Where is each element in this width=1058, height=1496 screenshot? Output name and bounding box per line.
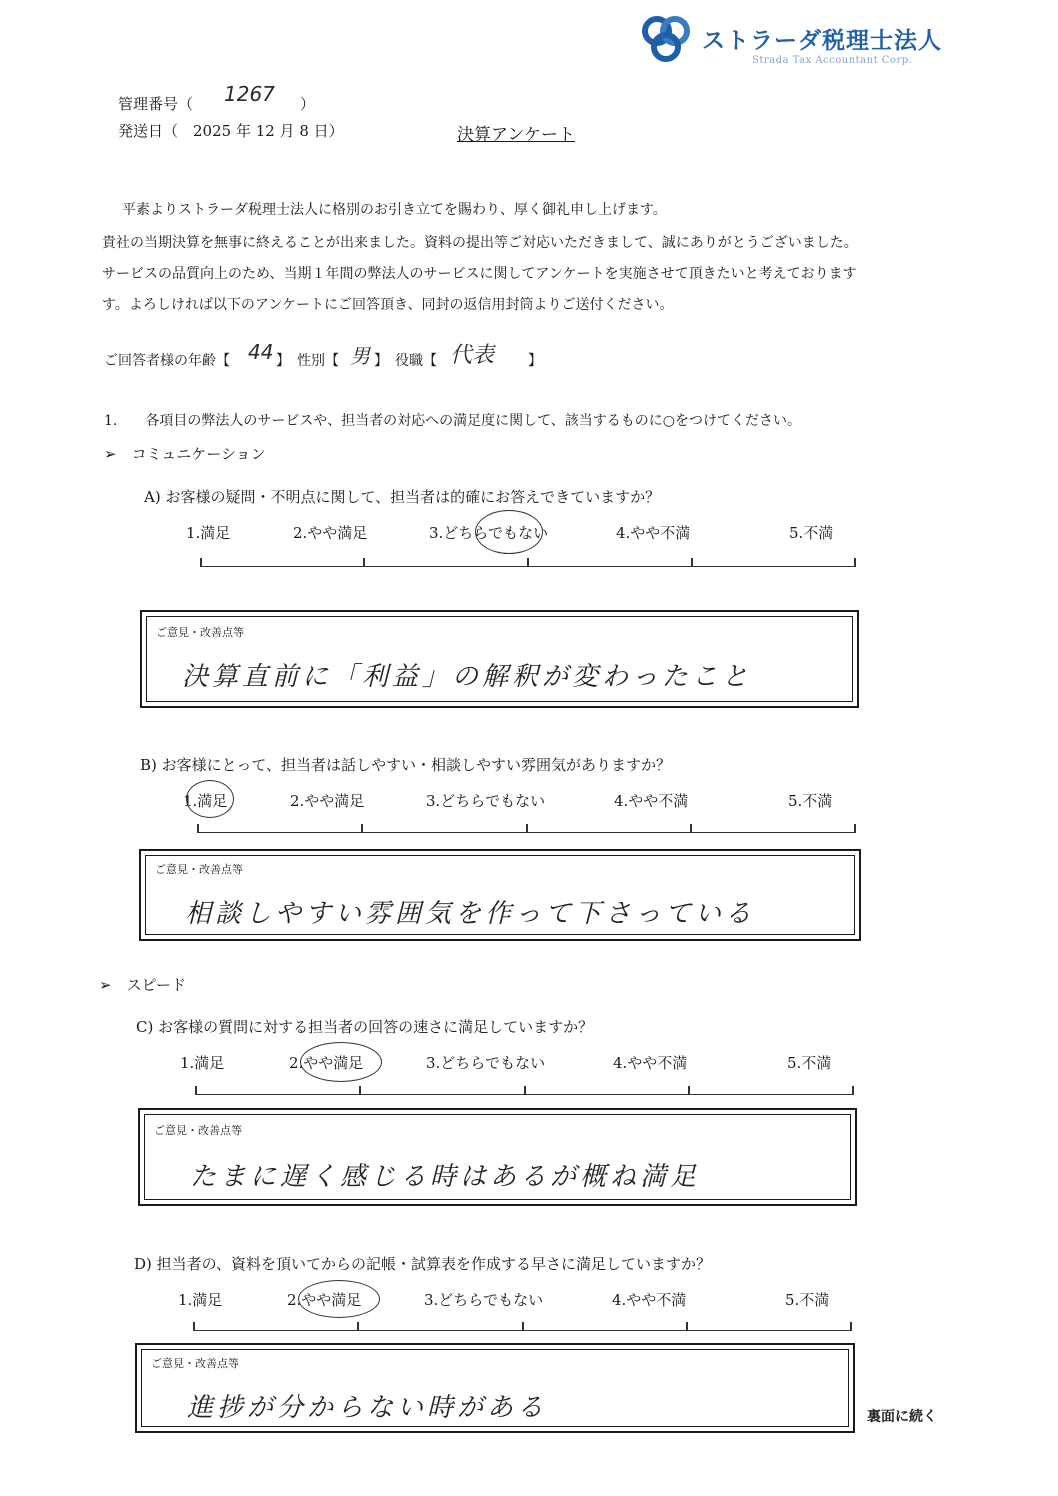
sex-label: 】 性別【 (276, 353, 339, 369)
option-c-2[interactable]: 2.やや満足 (289, 1054, 364, 1072)
comment-c: たまに遅く感じる時はあるが概ね満足 (190, 1162, 701, 1192)
scale-tick (524, 1086, 526, 1095)
scale-tick (361, 824, 363, 833)
scale-tick (686, 1322, 688, 1331)
option-a-5[interactable]: 5.不満 (789, 524, 834, 542)
selection-circle-b (186, 780, 234, 818)
scale-tick (527, 558, 529, 567)
scale-tick (357, 1322, 359, 1331)
section-communication: ➢ コミュニケーション (104, 445, 266, 463)
scale-tick (854, 558, 856, 567)
question-b: B) お客様にとって、担当者は話しやすい・相談しやすい雰囲気がありますか？ (140, 756, 672, 774)
question-d: D) 担当者の、資料を頂いてからの記帳・試算表を作成する早さに満足していますか？ (134, 1255, 712, 1273)
scale-tick (690, 824, 692, 833)
selection-circle-a (475, 510, 543, 554)
option-d-3[interactable]: 3.どちらでもない (424, 1291, 544, 1309)
option-c-4[interactable]: 4.やや不満 (613, 1054, 688, 1072)
scale-tick (852, 1086, 854, 1095)
option-c-1[interactable]: 1.満足 (180, 1054, 225, 1072)
scale-tick (197, 824, 199, 833)
option-d-2[interactable]: 2.やや満足 (287, 1291, 362, 1309)
selection-circle-d (298, 1280, 380, 1318)
comment-d: 進捗が分からない時がある (187, 1393, 548, 1423)
scale-tick (526, 824, 528, 833)
scale-tick (688, 1086, 690, 1095)
option-c-5[interactable]: 5.不満 (787, 1054, 832, 1072)
scale-tick (691, 558, 693, 567)
comment-b: 相談しやすい雰囲気を作って下さっている (185, 899, 756, 929)
intro-line-2: 貴社の当期決算を無事に終えることが出来ました。資料の提出等ご対応いただきまして、誠にありがとうございました。 (102, 235, 858, 251)
comment-box-d (135, 1343, 855, 1433)
scale-tick (359, 1086, 361, 1095)
option-d-1[interactable]: 1.満足 (178, 1291, 223, 1309)
question-a: A) お客様の疑問・不明点に関して、担当者は的確にお答えできていますか？ (144, 488, 661, 506)
age-label: ご回答者様の年齢【 (104, 353, 230, 369)
scale-tick (854, 824, 856, 833)
option-b-5[interactable]: 5.不満 (788, 792, 833, 810)
instruction: 1. 各項目の弊法人のサービスや、担当者の対応への満足度に関して、該当するものに○をつけてください。 (104, 413, 802, 429)
option-d-5[interactable]: 5.不満 (785, 1291, 830, 1309)
selection-circle-c (300, 1042, 382, 1082)
role-value: 代表 (450, 343, 495, 368)
role-close: 】 (528, 353, 542, 369)
option-b-2[interactable]: 2.やや満足 (290, 792, 365, 810)
option-a-3[interactable]: 3.どちらでもない (429, 524, 549, 542)
comment-box-c (138, 1108, 857, 1206)
question-c: C) お客様の質問に対する担当者の回答の速さに満足していますか？ (136, 1018, 594, 1036)
company-name: ストラーダ税理士法人 (702, 28, 942, 54)
comment-a: 決算直前に「利益」の解釈が変わったこと (182, 662, 752, 692)
option-d-4[interactable]: 4.やや不満 (612, 1291, 687, 1309)
comment-label-c: ご意見・改善点等 (154, 1124, 242, 1137)
company-name-en: Strada Tax Accountant Corp. (752, 55, 913, 66)
option-a-1[interactable]: 1.満足 (186, 524, 231, 542)
option-b-3[interactable]: 3.どちらでもない (426, 792, 546, 810)
scale-tick (522, 1322, 524, 1331)
intro-line-1: 平素よりストラーダ税理士法人に格別のお引き立てを賜わり、厚く御礼申し上げます。 (122, 202, 667, 218)
scale-tick (850, 1322, 852, 1331)
comment-label-d: ご意見・改善点等 (151, 1357, 239, 1370)
management-number-value: 1267 (224, 82, 275, 106)
scale-tick (193, 1322, 195, 1331)
option-a-2[interactable]: 2.やや満足 (293, 524, 368, 542)
management-number-label: 管理番号（ (118, 95, 194, 113)
management-number-close: ） (300, 95, 316, 113)
comment-box-a (140, 610, 859, 708)
intro-line-3: サービスの品質向上のため、当期１年間の弊法人のサービスに関してアンケートを実施させて頂きたいと考えております (102, 266, 857, 282)
comment-box-b (139, 849, 861, 941)
page-title: 決算アンケート (457, 125, 575, 145)
scale-tick (363, 558, 365, 567)
sent-date: 発送日（ 2025 年 12 月 8 日） (118, 122, 344, 140)
scale-tick (200, 558, 202, 567)
section-speed: ➢ スピード (99, 976, 186, 994)
role-label: 】 役職【 (374, 353, 437, 369)
option-c-3[interactable]: 3.どちらでもない (426, 1054, 546, 1072)
option-a-4[interactable]: 4.やや不満 (616, 524, 691, 542)
company-logo-icon (637, 15, 695, 63)
sex-value: 男 (350, 344, 370, 368)
age-value: 44 (248, 340, 274, 364)
comment-label-a: ご意見・改善点等 (156, 626, 244, 639)
comment-label-b: ご意見・改善点等 (155, 863, 243, 876)
option-b-1[interactable]: 1.満足 (183, 792, 228, 810)
continue-note: 裏面に続く (867, 1409, 937, 1425)
option-b-4[interactable]: 4.やや不満 (614, 792, 689, 810)
intro-line-4: す。よろしければ以下のアンケートにご回答頂き、同封の返信用封筒よりご送付ください。 (102, 297, 674, 313)
scale-tick (195, 1086, 197, 1095)
